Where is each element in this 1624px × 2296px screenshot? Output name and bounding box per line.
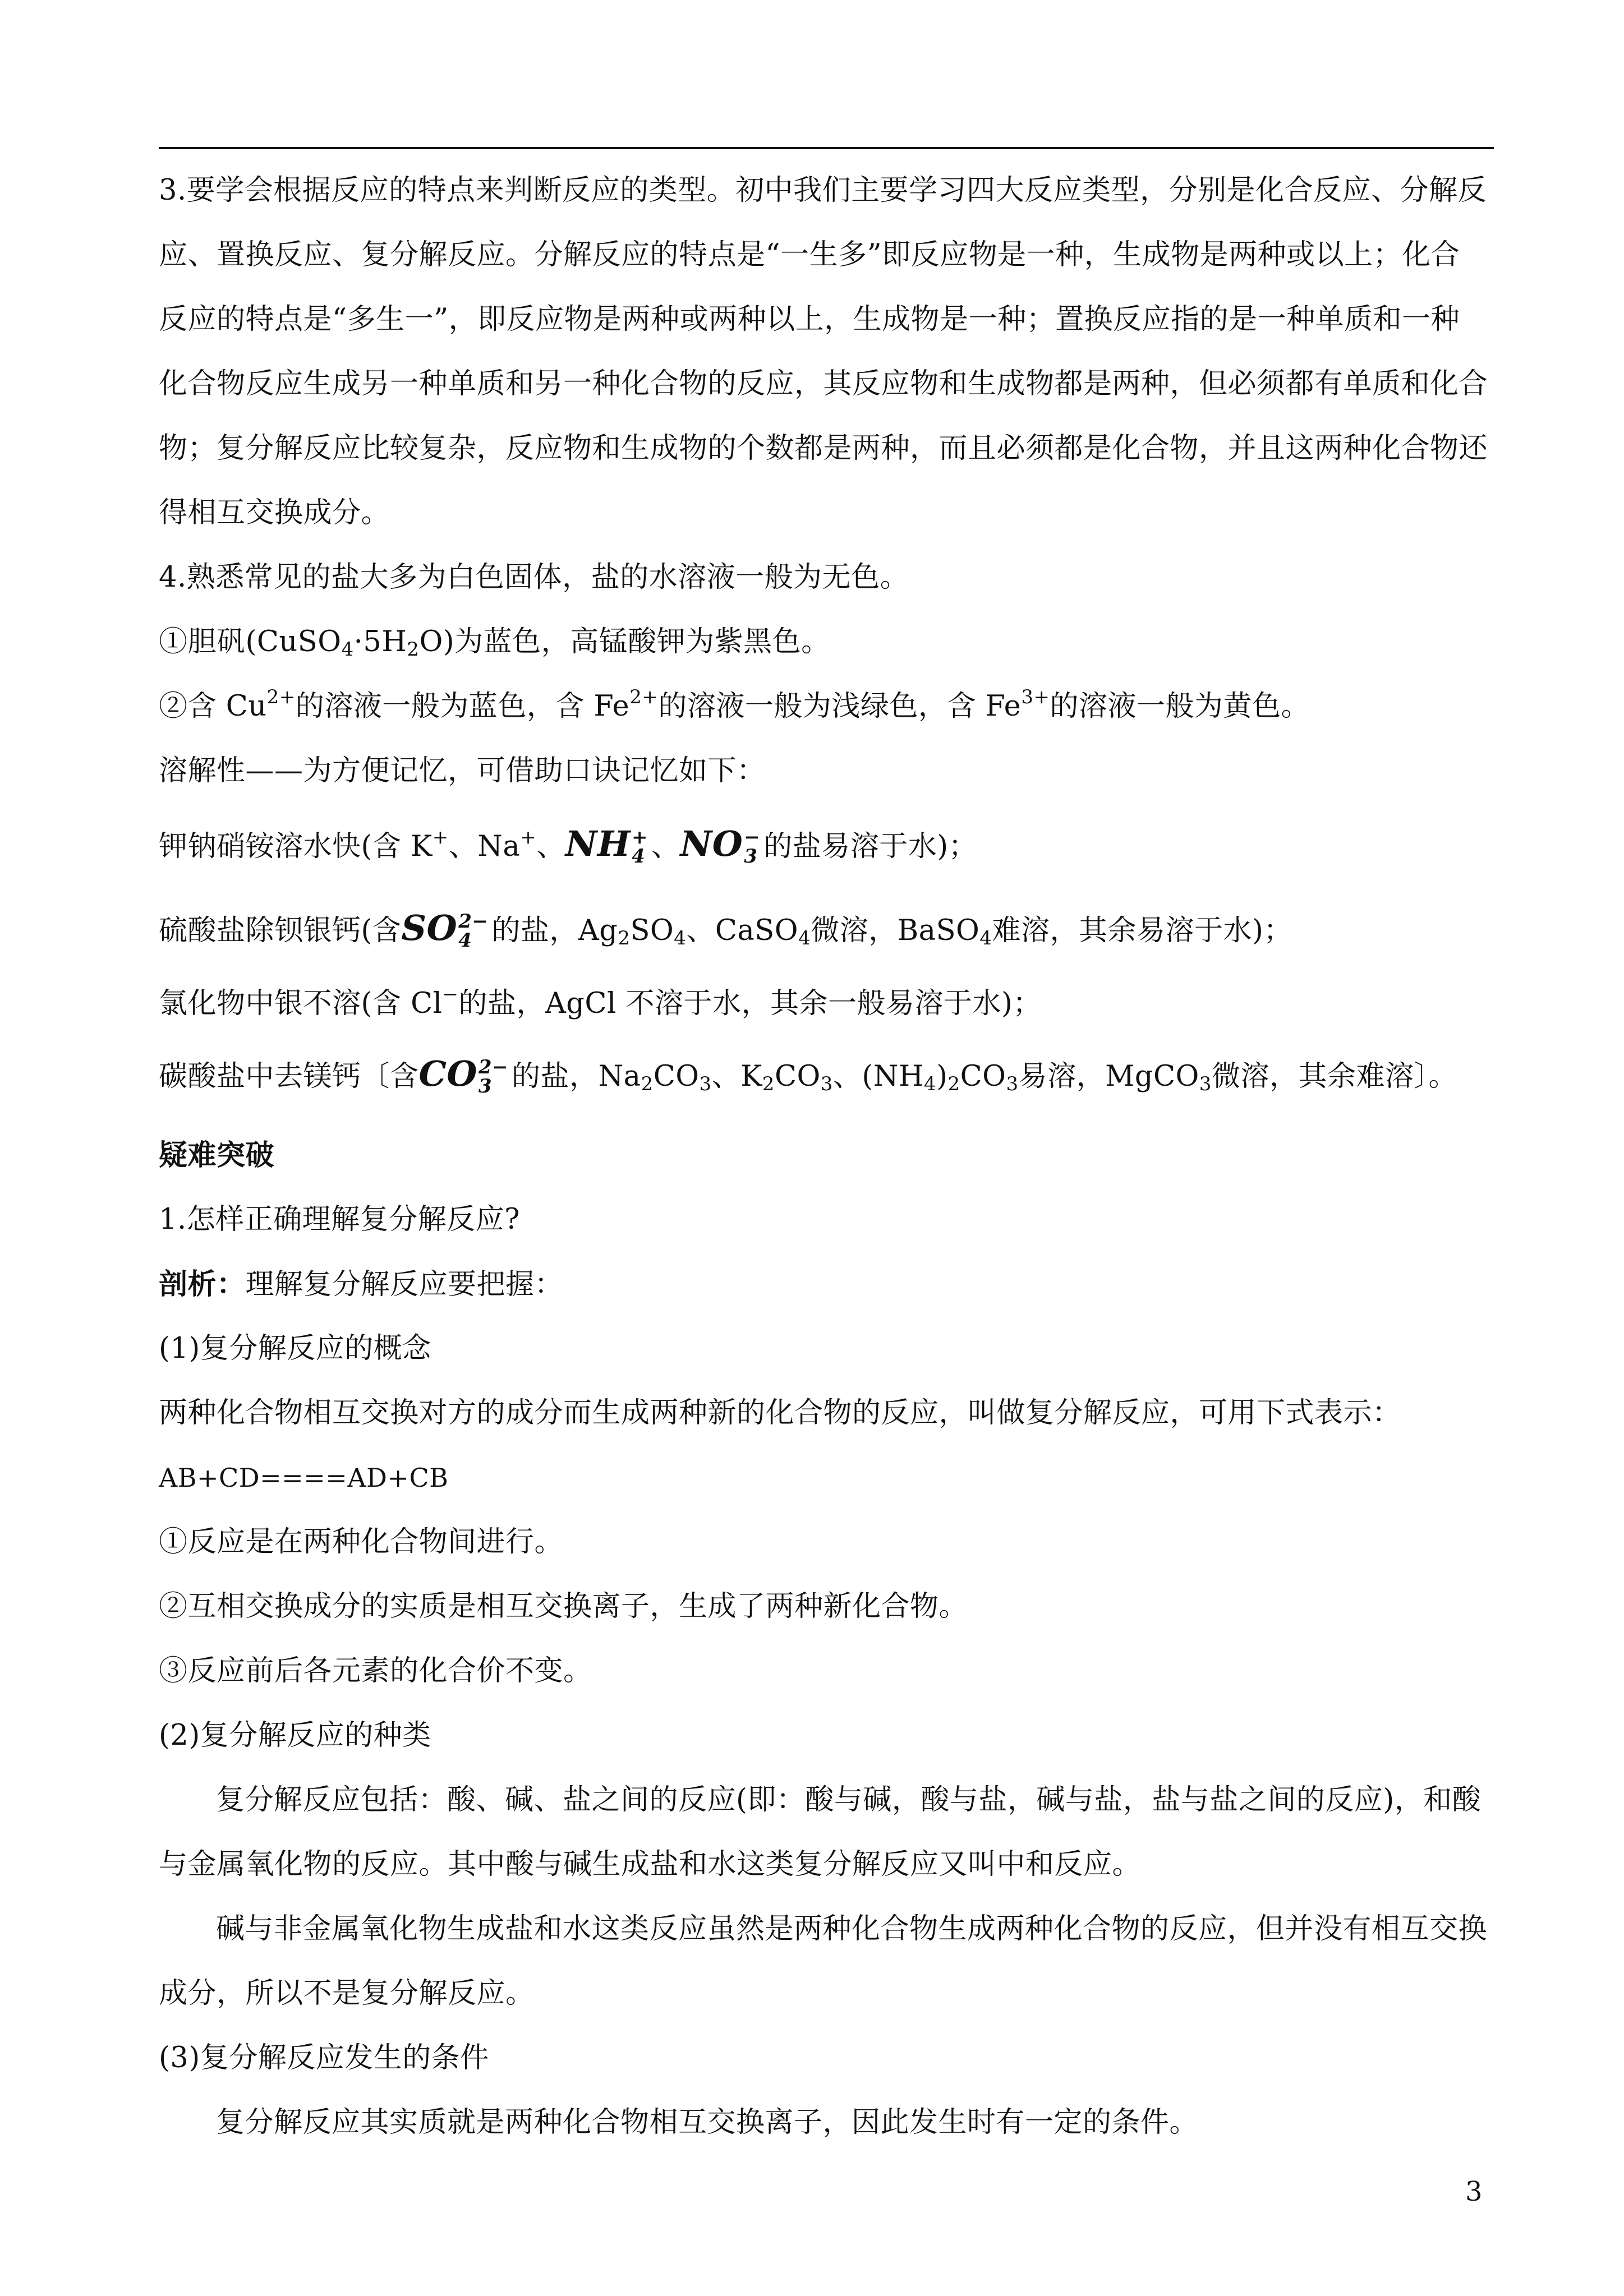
- nitrate-ion: NO − 3: [680, 823, 761, 868]
- paragraph-3-line-5: 物；复分解反应比较复杂，反应物和生成物的个数都是两种，而且必须都是化合物，并且这两种化合物还: [159, 432, 1488, 465]
- analysis-line: 剖析：理解复分解反应要把握：: [159, 1267, 564, 1301]
- solubility-intro: 溶解性——为方便记忆，可借助口诀记忆如下：: [159, 754, 766, 787]
- point-1: ①反应是在两种化合物间进行。: [159, 1525, 564, 1559]
- page-number: 3: [1465, 2176, 1483, 2207]
- paragraph-3-line-2: 应、置换反应、复分解反应。分解反应的特点是“一生多”即反应物是一种，生成物是两种或以上；化合: [159, 238, 1460, 271]
- point-3: ③反应前后各元素的化合价不变。: [159, 1654, 592, 1688]
- conditions-text: 复分解反应其实质就是两种化合物相互交换离子，因此发生时有一定的条件。: [216, 2106, 1199, 2139]
- solubility-rule-4: 碳酸盐中去镁钙〔含CO 2− 3 的盐，$Na_2CO_3$、$K_2CO_3$、$(NH_4)_2CO_3$易溶，MgCO$_3$微溶，其余难溶〕。: [159, 1053, 1457, 1098]
- section-heading: 疑难突破: [159, 1138, 275, 1172]
- header-rule: [159, 147, 1494, 149]
- types-paragraph-2-line-2: 成分，所以不是复分解反应。: [159, 1977, 535, 2010]
- types-paragraph-line-2: 与金属氧化物的反应。其中酸与碱生成盐和水这类复分解反应又叫中和反应。: [159, 1848, 1142, 1881]
- definition-text: 两种化合物相互交换对方的成分而生成两种新的化合物的反应，叫做复分解反应，可用下式表示：: [159, 1396, 1401, 1430]
- carbonate-ion: CO 2− 3: [418, 1053, 509, 1098]
- paragraph-3-line-4: 化合物反应生成另一种单质和另一种化合物的反应，其反应物和生成物都是两种，但必须都有单质和化合: [159, 367, 1488, 400]
- types-paragraph-2-line-1: 碱与非金属氧化物生成盐和水这类反应虽然是两种化合物生成两种化合物的反应，但并没有相互交换: [216, 1912, 1488, 1945]
- types-paragraph-line-1: 复分解反应包括：酸、碱、盐之间的反应(即：酸与碱，酸与盐，碱与盐，盐与盐之间的反应)，和酸: [216, 1783, 1482, 1816]
- item-ion-colors: ②含 $Cu^{2+}$的溶液一般为蓝色，含 $Fe^{2+}$的溶液一般为浅绿色，含 $Fe^{3+}$的溶液一般为黄色。: [159, 686, 1310, 723]
- question-1: 1.怎样正确理解复分解反应?: [159, 1203, 521, 1236]
- solubility-rule-3: 氯化物中银不溶(含 Cl−的盐，AgCl 不溶于水，其余一般易溶于水)；: [159, 983, 1042, 1020]
- analysis-label: 剖析：: [159, 1267, 246, 1301]
- subsection-3: (3)复分解反应发生的条件: [159, 2041, 489, 2074]
- ammonium-ion: NH + 4: [565, 823, 648, 868]
- point-2: ②互相交换成分的实质是相互交换离子，生成了两种新化合物。: [159, 1590, 968, 1623]
- paragraph-4: 4.熟悉常见的盐大多为白色固体，盐的水溶液一般为无色。: [159, 561, 909, 594]
- subsection-1: (1)复分解反应的概念: [159, 1332, 431, 1365]
- solubility-rule-2: 硫酸盐除钡银钙(含SO 2− 4 的盐，$Ag_2SO_4$、CaSO$_4$微溶，BaSO$_4$难溶，其余易溶于水)；: [159, 907, 1292, 952]
- reaction-formula: AB+CD====AD+CB: [159, 1463, 449, 1493]
- paragraph-3-line-6: 得相互交换成分。: [159, 496, 390, 529]
- paragraph-3-line-1: 3.要学会根据反应的特点来判断反应的类型。初中我们主要学习四大反应类型，分别是化合反应、分解反: [159, 174, 1487, 207]
- item-cuso4: ①胆矾$(CuSO_4\cdot 5H_2O)$为蓝色，高锰酸钾为紫黑色。: [159, 625, 830, 661]
- solubility-rule-1: 钾钠硝铵溶水快(含 K+、Na+、NH + 4 、NO − 3 的盐易溶于水)；: [159, 823, 978, 868]
- subsection-2: (2)复分解反应的种类: [159, 1719, 431, 1752]
- sulfate-ion: SO 2− 4: [401, 907, 489, 952]
- paragraph-3-line-3: 反应的特点是“多生一”，即反应物是两种或两种以上，生成物是一种；置换反应指的是一种单质和一种: [159, 303, 1460, 336]
